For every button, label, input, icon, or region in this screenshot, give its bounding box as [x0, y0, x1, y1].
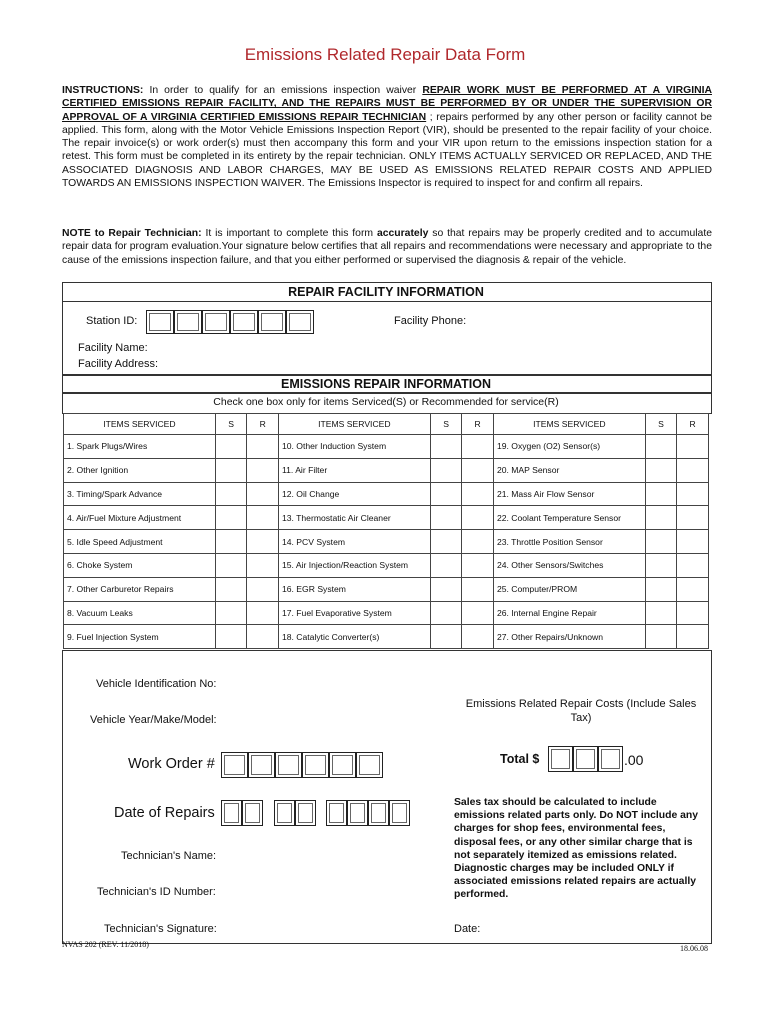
sales-tax-note: Sales tax should be calculated to include emissions related parts only. Do NOT include any charges for shop fees, environmental fees, disposal fees, or any other similar charge that is not separately itemized as emissions related. Diagnostic charges may be included ONLY if associated emissions related repairs are actually performed. — [454, 797, 699, 901]
col-items-header: ITEMS SERVICED — [278, 414, 430, 435]
item-label: 22. Coolant Temperature Sensor — [493, 506, 645, 530]
recommended-checkbox[interactable] — [677, 553, 709, 577]
facility-name-label: Facility Name: — [78, 342, 148, 354]
instructions-label: INSTRUCTIONS: — [62, 85, 144, 96]
total-boxes[interactable] — [548, 746, 623, 772]
serviced-checkbox[interactable] — [645, 553, 677, 577]
col-r-header: R — [247, 414, 279, 435]
item-label: 19. Oxygen (O2) Sensor(s) — [493, 435, 645, 459]
col-s-header: S — [430, 414, 462, 435]
serviced-checkbox[interactable] — [645, 625, 677, 649]
items-table-body — [64, 435, 709, 649]
recommended-checkbox[interactable] — [462, 601, 494, 625]
recommended-checkbox[interactable] — [247, 482, 279, 506]
recommended-checkbox[interactable] — [462, 458, 494, 482]
item-label: 15. Air Injection/Reaction System — [278, 553, 430, 577]
serviced-checkbox[interactable] — [645, 577, 677, 601]
station-id-box[interactable] — [202, 310, 230, 334]
serviced-checkbox[interactable] — [430, 601, 462, 625]
form-code: 18.06.08 — [680, 944, 708, 953]
table-row — [64, 530, 709, 554]
serviced-checkbox[interactable] — [430, 625, 462, 649]
station-id-boxes[interactable] — [146, 310, 314, 334]
note-text-1: It is important to complete this form — [201, 228, 377, 239]
serviced-checkbox[interactable] — [645, 601, 677, 625]
note-label: NOTE to Repair Technician: — [62, 228, 202, 239]
recommended-checkbox[interactable] — [247, 577, 279, 601]
date-month-boxes[interactable] — [221, 800, 263, 826]
tech-name-label: Technician's Name: — [121, 850, 217, 862]
recommended-checkbox[interactable] — [677, 435, 709, 459]
recommended-checkbox[interactable] — [462, 482, 494, 506]
tech-signature-label: Technician's Signature: — [104, 923, 217, 935]
station-id-box[interactable] — [230, 310, 258, 334]
form-id: NVAS 202 (REV. 11/2018) — [62, 940, 149, 949]
station-id-box[interactable] — [146, 310, 174, 334]
col-s-header: S — [645, 414, 677, 435]
serviced-checkbox[interactable] — [430, 435, 462, 459]
item-label: 11. Air Filter — [278, 458, 430, 482]
serviced-checkbox[interactable] — [215, 625, 247, 649]
serviced-checkbox[interactable] — [645, 482, 677, 506]
serviced-checkbox[interactable] — [215, 458, 247, 482]
item-label: 21. Mass Air Flow Sensor — [493, 482, 645, 506]
note-bold: accurately — [376, 228, 429, 239]
work-order-label: Work Order # — [128, 756, 215, 772]
table-row — [64, 506, 709, 530]
date-box[interactable] — [221, 800, 242, 826]
work-order-box[interactable] — [275, 752, 302, 778]
item-label: 18. Catalytic Converter(s) — [278, 625, 430, 649]
total-box[interactable] — [573, 746, 598, 772]
recommended-checkbox[interactable] — [462, 435, 494, 459]
total-label: Total $ — [500, 752, 540, 766]
work-order-box[interactable] — [302, 752, 329, 778]
date-box[interactable] — [389, 800, 410, 826]
item-label: 10. Other Induction System — [278, 435, 430, 459]
item-label: 24. Other Sensors/Switches — [493, 553, 645, 577]
serviced-checkbox[interactable] — [430, 553, 462, 577]
item-label: 1. Spark Plugs/Wires — [64, 435, 216, 459]
table-header-row — [64, 414, 709, 435]
recommended-checkbox[interactable] — [462, 553, 494, 577]
recommended-checkbox[interactable] — [462, 625, 494, 649]
work-order-box[interactable] — [329, 752, 356, 778]
items-serviced-table — [63, 413, 709, 649]
recommended-checkbox[interactable] — [677, 482, 709, 506]
repair-costs-label: Emissions Related Repair Costs (Include Sales Tax) — [465, 698, 697, 724]
work-order-box[interactable] — [221, 752, 248, 778]
col-s-header: S — [215, 414, 247, 435]
serviced-checkbox[interactable] — [215, 601, 247, 625]
emissions-header: EMISSIONS REPAIR INFORMATION — [281, 377, 491, 391]
table-row — [64, 577, 709, 601]
table-row — [64, 435, 709, 459]
col-items-header: ITEMS SERVICED — [64, 414, 216, 435]
table-row — [64, 482, 709, 506]
total-box[interactable] — [598, 746, 623, 772]
date-of-repairs-label: Date of Repairs — [114, 805, 215, 821]
recommended-checkbox[interactable] — [677, 506, 709, 530]
date-year-boxes[interactable] — [326, 800, 410, 826]
col-r-header: R — [677, 414, 709, 435]
facility-address-label: Facility Address: — [78, 358, 159, 370]
item-label: 20. MAP Sensor — [493, 458, 645, 482]
emissions-subheader: Check one box only for items Serviced(S) or Recommended for service(R) — [213, 396, 559, 408]
facility-header: REPAIR FACILITY INFORMATION — [288, 285, 484, 299]
recommended-checkbox[interactable] — [247, 530, 279, 554]
instructions-text-1: In order to qualify for an emissions inspection waiver — [143, 85, 423, 96]
work-order-box[interactable] — [248, 752, 275, 778]
serviced-checkbox[interactable] — [645, 530, 677, 554]
recommended-checkbox[interactable] — [677, 530, 709, 554]
item-label: 16. EGR System — [278, 577, 430, 601]
recommended-checkbox[interactable] — [247, 458, 279, 482]
date-day-boxes[interactable] — [274, 800, 316, 826]
recommended-checkbox[interactable] — [247, 506, 279, 530]
facility-phone-label: Facility Phone: — [394, 315, 467, 327]
serviced-checkbox[interactable] — [215, 530, 247, 554]
item-label: 3. Timing/Spark Advance — [64, 482, 216, 506]
recommended-checkbox[interactable] — [462, 530, 494, 554]
recommended-checkbox[interactable] — [677, 577, 709, 601]
station-id-label: Station ID: — [86, 315, 138, 327]
serviced-checkbox[interactable] — [430, 482, 462, 506]
item-label: 13. Thermostatic Air Cleaner — [278, 506, 430, 530]
total-cents: .00 — [624, 752, 644, 768]
item-label: 2. Other Ignition — [64, 458, 216, 482]
note-paragraph — [62, 227, 712, 267]
recommended-checkbox[interactable] — [462, 577, 494, 601]
item-label: 14. PCV System — [278, 530, 430, 554]
col-items-header: ITEMS SERVICED — [493, 414, 645, 435]
item-label: 8. Vacuum Leaks — [64, 601, 216, 625]
serviced-checkbox[interactable] — [645, 435, 677, 459]
item-label: 26. Internal Engine Repair — [493, 601, 645, 625]
work-order-box[interactable] — [356, 752, 383, 778]
instructions-text-2: ; repairs performed by any other person or facility cannot be applied. This form, along with the Motor Vehicle Emissions Inspection Report (VIR), should be presented to the repair facility of your choice. The repair invoice(s) or work order(s) must then accompany this form and your VIR upon return to the emissions inspection station for a retest. This form must be completed in its entirety by the repair technician. ONLY ITEMS ACTUALLY SERVICED OR REPLACED, AND THE ASSOCIATED DIAGNOSIS AND LABOR CHARGES, MAY BE USED AS EMISSIONS RELATED REPAIR COSTS AND APPLIED TOWARDS AN EMISSIONS INSPECTION WAIVER. The Emissions Inspector is required to inspect for and confirm all repairs. — [62, 111, 713, 190]
recommended-checkbox[interactable] — [462, 506, 494, 530]
recommended-checkbox[interactable] — [247, 435, 279, 459]
serviced-checkbox[interactable] — [645, 458, 677, 482]
recommended-checkbox[interactable] — [677, 625, 709, 649]
col-r-header: R — [462, 414, 494, 435]
date-box[interactable] — [242, 800, 263, 826]
item-label: 7. Other Carburetor Repairs — [64, 577, 216, 601]
instructions-paragraph — [62, 84, 712, 190]
item-label: 4. Air/Fuel Mixture Adjustment — [64, 506, 216, 530]
date-box[interactable] — [368, 800, 389, 826]
note-text-2: so that repairs may be properly credited and to accumulate repair data for program evaluation.Your signature below certifies that all repairs and recommendations were necessary and appropriate to the cause of the emissions inspection failure, and that you either performed or supervised the diagnosis & repair of the vehicle. — [62, 228, 712, 266]
serviced-checkbox[interactable] — [645, 506, 677, 530]
item-label: 25. Computer/PROM — [493, 577, 645, 601]
table-row — [64, 553, 709, 577]
item-label: 9. Fuel Injection System — [64, 625, 216, 649]
serviced-checkbox[interactable] — [430, 530, 462, 554]
date-label: Date: — [454, 923, 481, 935]
item-label: 17. Fuel Evaporative System — [278, 601, 430, 625]
date-box[interactable] — [326, 800, 347, 826]
vin-label: Vehicle Identification No: — [96, 678, 217, 690]
item-label: 23. Throttle Position Sensor — [493, 530, 645, 554]
item-label: 12. Oil Change — [278, 482, 430, 506]
tech-id-label: Technician's ID Number: — [97, 886, 216, 898]
serviced-checkbox[interactable] — [215, 553, 247, 577]
work-order-boxes[interactable] — [221, 752, 383, 778]
ymm-label: Vehicle Year/Make/Model: — [90, 714, 217, 726]
item-label: 6. Choke System — [64, 553, 216, 577]
total-box[interactable] — [548, 746, 573, 772]
serviced-checkbox[interactable] — [215, 506, 247, 530]
recommended-checkbox[interactable] — [247, 625, 279, 649]
form-title: Emissions Related Repair Data Form — [244, 45, 526, 64]
recommended-checkbox[interactable] — [247, 601, 279, 625]
table-row — [64, 458, 709, 482]
recommended-checkbox[interactable] — [677, 458, 709, 482]
station-id-box[interactable] — [286, 310, 314, 334]
station-id-box[interactable] — [174, 310, 202, 334]
date-box[interactable] — [295, 800, 316, 826]
date-box[interactable] — [347, 800, 368, 826]
table-row — [64, 625, 709, 649]
serviced-checkbox[interactable] — [430, 506, 462, 530]
serviced-checkbox[interactable] — [430, 458, 462, 482]
serviced-checkbox[interactable] — [215, 577, 247, 601]
item-label: 27. Other Repairs/Unknown — [493, 625, 645, 649]
serviced-checkbox[interactable] — [430, 577, 462, 601]
date-box[interactable] — [274, 800, 295, 826]
item-label: 5. Idle Speed Adjustment — [64, 530, 216, 554]
station-id-box[interactable] — [258, 310, 286, 334]
recommended-checkbox[interactable] — [677, 601, 709, 625]
instructions-underlined: REPAIR WORK MUST BE PERFORMED AT A VIRGINIA CERTIFIED EMISSIONS REPAIR FACILITY, AND THE REPAIRS MUST BE PERFORMED BY OR UNDER THE SUPERVISION OR APPROVAL OF A VIRGINIA CERTIFIED EMISSIONS REPAIR TECHNICIAN — [62, 85, 712, 123]
table-row — [64, 601, 709, 625]
serviced-checkbox[interactable] — [215, 482, 247, 506]
recommended-checkbox[interactable] — [247, 553, 279, 577]
serviced-checkbox[interactable] — [215, 435, 247, 459]
